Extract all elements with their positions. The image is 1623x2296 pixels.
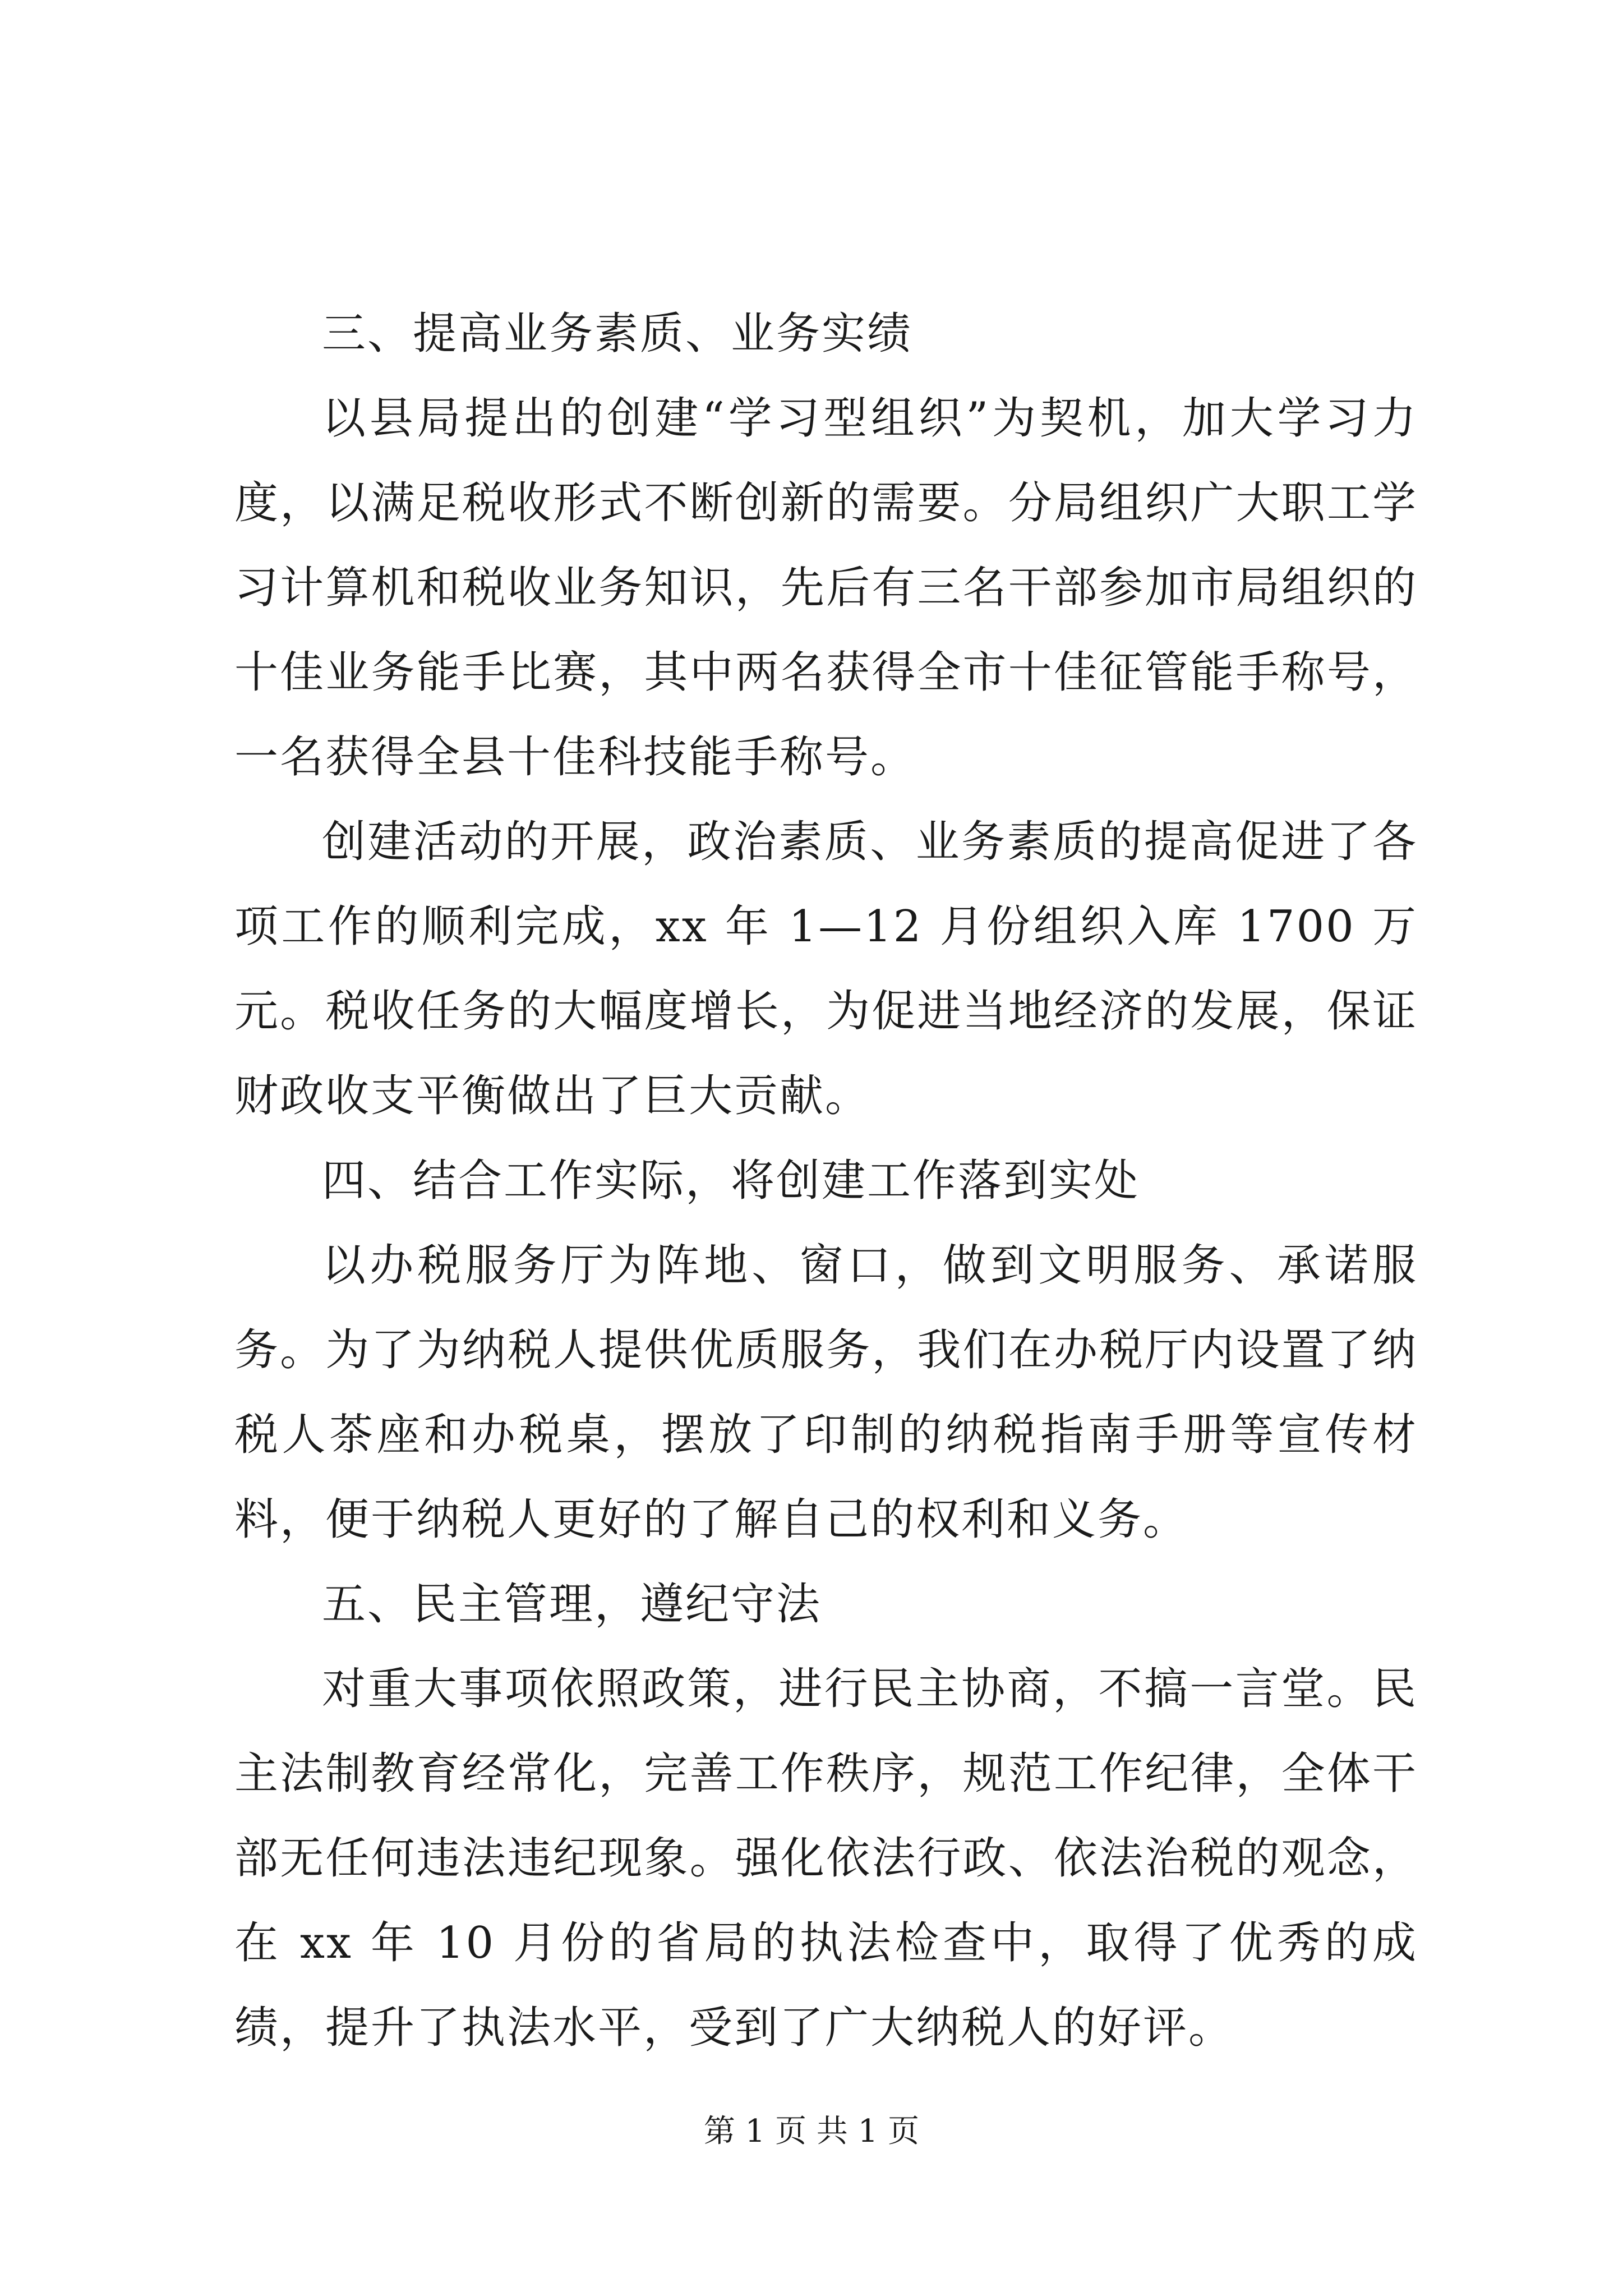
page-footer: 第 1 页 共 1 页	[703, 2113, 920, 2150]
section-heading-5: 五、民主管理，遵纪守法	[322, 1579, 822, 1630]
paragraph: 对重大事项依照政策，进行民主协商，不搞一言堂。民主法制教育经常化，完善工作秩序，规范工作纪律，全体干部无任何违法违纪现象。强化依法行政、依法治税的观念，在 xx 年 10 月份的省局的执法检查中，取得了优秀的成绩，提升了执法水平，受到了广大纳税人的好评。	[234, 1664, 1418, 2053]
section-heading-3: 三、提高业务素质、业务实绩	[322, 309, 913, 359]
document-body	[234, 292, 1418, 2070]
paragraph: 以县局提出的创建“学习型组织”为契机，加大学习力度，以满足税收形式不断创新的需要。分局组织广大职工学习计算机和税收业务知识，先后有三名干部参加市局组织的十佳业务能手比赛，其中两名获得全市十佳征管能手称号，一名获得全县十佳科技能手称号。	[234, 393, 1418, 783]
paragraph: 创建活动的开展，政治素质、业务素质的提高促进了各项工作的顺利完成，xx 年 1—12 月份组织入库 1700 万元。税收任务的大幅度增长，为促进当地经济的发展，保证财政收支平衡做出了巨大贡献。	[234, 817, 1418, 1121]
section-heading-4: 四、结合工作实际，将创建工作落到实处	[322, 1156, 1140, 1206]
paragraph: 以办税服务厅为阵地、窗口，做到文明服务、承诺服务。为了为纳税人提供优质服务，我们在办税厅内设置了纳税人茶座和办税桌，摆放了印制的纳税指南手册等宣传材料，便于纳税人更好的了解自己的权利和义务。	[234, 1240, 1418, 1545]
